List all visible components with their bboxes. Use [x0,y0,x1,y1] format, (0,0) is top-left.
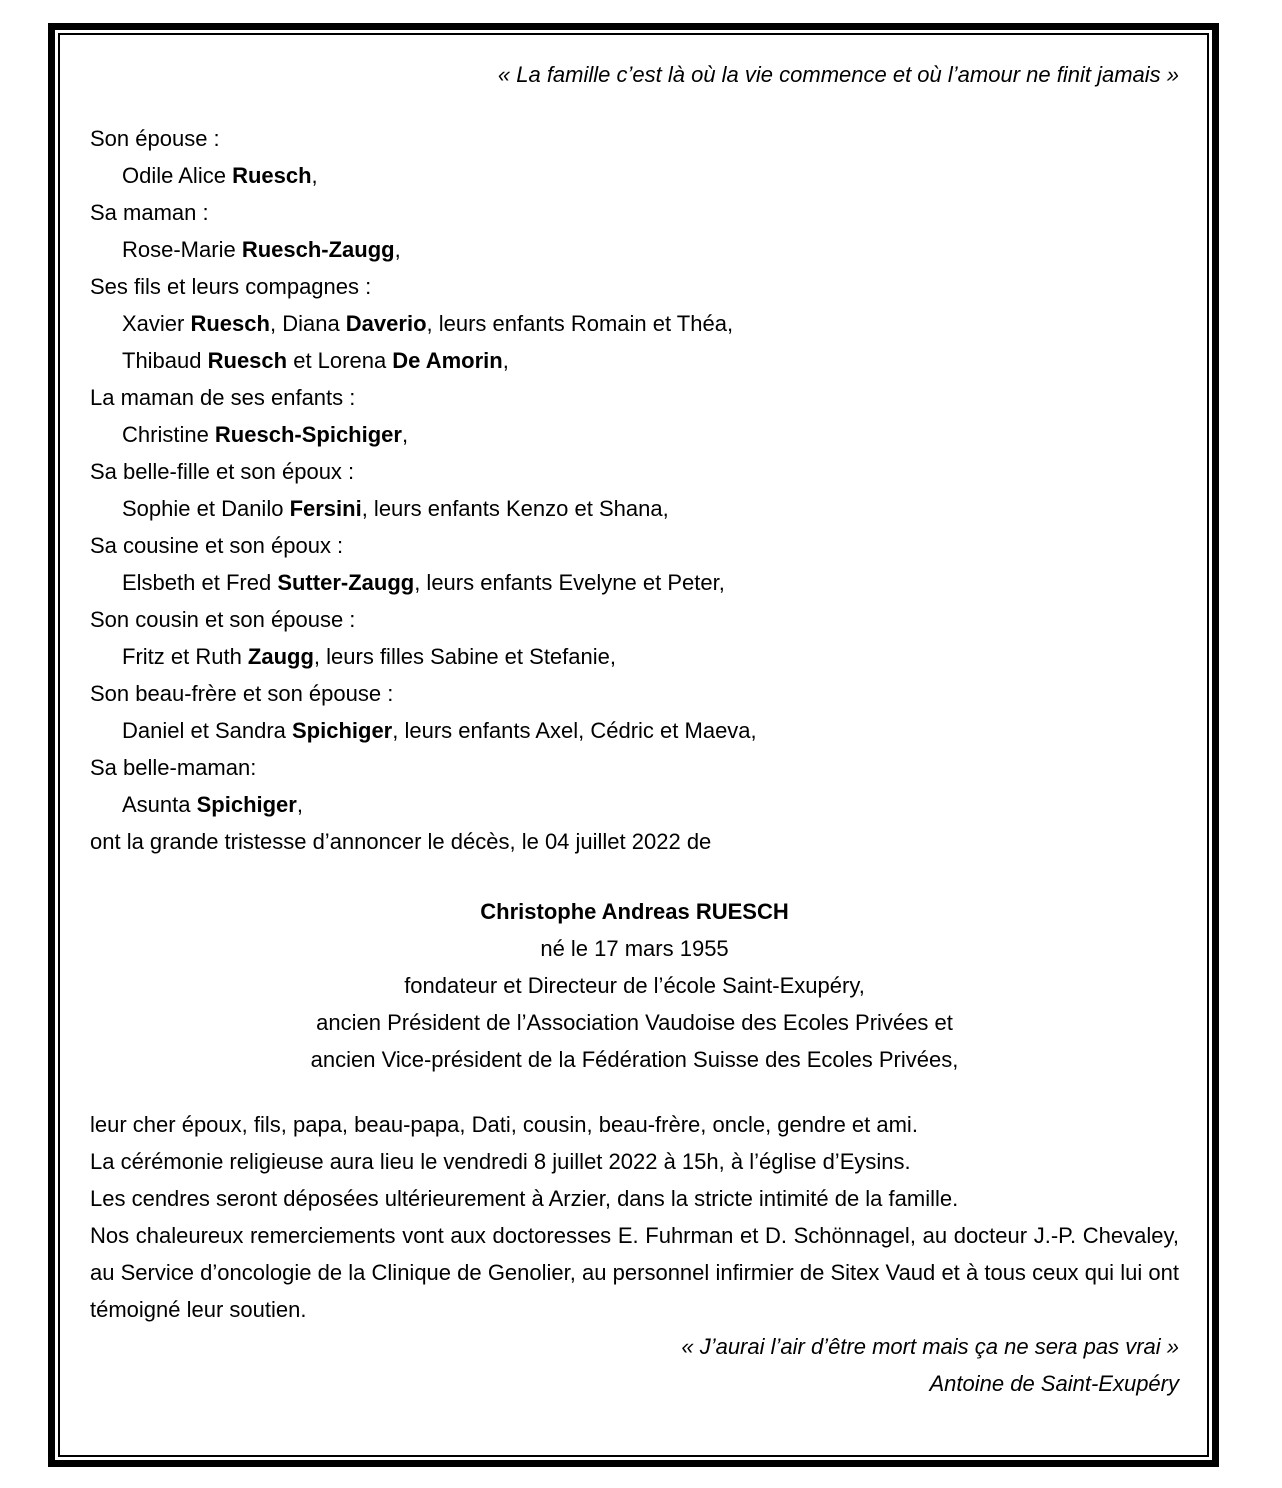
family-text: , Diana [269,311,346,336]
family-text: ont la grande tristesse d’annoncer le décès, le 04 juillet 2022 de [90,829,712,854]
closing-paragraphs [90,1106,1179,1328]
deceased-detail-line: ancien Président de l’Association Vaudoise des Ecoles Privées et [316,1010,953,1035]
family-text: Son beau-frère et son épouse : [90,681,394,706]
family-line [90,194,1179,231]
family-name: Ruesch [207,348,288,373]
family-line [90,416,1179,453]
family-line [90,786,1179,823]
family-text: , [502,348,509,373]
family-text: , leurs filles Sabine et Stefanie, [313,644,616,669]
family-line [90,157,1179,194]
family-text: La maman de ses enfants : [90,385,356,410]
family-line [90,342,1179,379]
family-text: , [394,237,401,262]
family-line [90,823,1179,860]
page-border-inner [58,33,1209,1457]
deceased-detail-line: fondateur et Directeur de l’école Saint-Exupéry, [404,973,865,998]
family-line [90,453,1179,490]
family-text: Asunta [122,792,197,817]
family-text: Sa maman : [90,200,209,225]
deceased-detail-line: ancien Vice-président de la Fédération Suisse des Ecoles Privées, [310,1047,959,1072]
family-line [90,268,1179,305]
family-text: , leurs enfants Axel, Cédric et Maeva, [392,718,757,743]
family-name: Sutter-Zaugg [277,570,415,595]
family-text: , leurs enfants Kenzo et Shana, [361,496,669,521]
family-name: Daverio [345,311,427,336]
family-line [90,712,1179,749]
family-name: Ruesch [232,163,312,188]
deceased-block [90,893,1179,1078]
family-text: , [296,792,303,817]
family-name: Spichiger [292,718,393,743]
family-line [90,675,1179,712]
family-name: Ruesch-Spichiger [214,422,402,447]
closing-quote: « J’aurai l’air d’être mort mais ça ne sera pas vrai » [681,1334,1179,1359]
family-text: Xavier [122,311,191,336]
family-text: Christine [122,422,215,447]
family-line [90,564,1179,601]
deceased-name: Christophe Andreas RUESCH [480,899,789,924]
family-name: De Amorin [392,348,503,373]
family-text: , leurs enfants Evelyne et Peter, [414,570,725,595]
family-name: Ruesch [190,311,270,336]
family-text: , leurs enfants Romain et Théa, [426,311,734,336]
family-line [90,305,1179,342]
family-name: Fersini [289,496,362,521]
family-text: Elsbeth et Fred [122,570,278,595]
closing-paragraph: Nos chaleureux remerciements vont aux doctoresses E. Fuhrman et D. Schönnagel, au docteur J.-P. Chevaley, au Service d’oncologie de la Clinique de Genolier, au personnel infirmier de Sitex Vaud et à tous ceux qui lui ont témoigné leur soutien. [90,1223,1179,1322]
family-name: Spichiger [196,792,297,817]
family-text: Rose-Marie [122,237,242,262]
deceased-details [90,930,1179,1078]
family-line [90,231,1179,268]
family-text: Odile Alice [122,163,233,188]
family-text: Ses fils et leurs compagnes : [90,274,372,299]
family-line [90,638,1179,675]
obituary-content [60,35,1207,1402]
closing-paragraph: La cérémonie religieuse aura lieu le vendredi 8 juillet 2022 à 15h, à l’église d’Eysins. [90,1149,911,1174]
family-text: Sa belle-maman: [90,755,257,780]
family-line [90,379,1179,416]
family-line [90,601,1179,638]
family-text: Son épouse : [90,126,220,151]
family-text: Fritz et Ruth [122,644,248,669]
family-text: Thibaud [122,348,208,373]
family-text: Daniel et Sandra [122,718,292,743]
page-border-frame [48,23,1219,1467]
family-name: Zaugg [247,644,314,669]
family-text: Sophie et Danilo [122,496,290,521]
family-text: Son cousin et son épouse : [90,607,356,632]
family-line [90,527,1179,564]
family-text: , [401,422,409,447]
deceased-detail-line: né le 17 mars 1955 [540,936,729,961]
family-line [90,120,1179,157]
closing-paragraph: leur cher époux, fils, papa, beau-papa, Dati, cousin, beau-frère, oncle, gendre et ami. [90,1112,918,1137]
family-text: Sa cousine et son époux : [90,533,344,558]
family-text: et Lorena [287,348,393,373]
family-name: Ruesch-Zaugg [241,237,395,262]
opening-quote: « La famille c’est là où la vie commence et où l’amour ne finit jamais » [497,62,1179,87]
closing-paragraph: Les cendres seront déposées ultérieurement à Arzier, dans la stricte intimité de la famille. [90,1186,959,1211]
family-list [90,120,1179,860]
closing-quote-author: Antoine de Saint-Exupéry [929,1371,1179,1396]
family-text: , [311,163,318,188]
family-text: Sa belle-fille et son époux : [90,459,355,484]
family-line [90,749,1179,786]
family-line [90,490,1179,527]
